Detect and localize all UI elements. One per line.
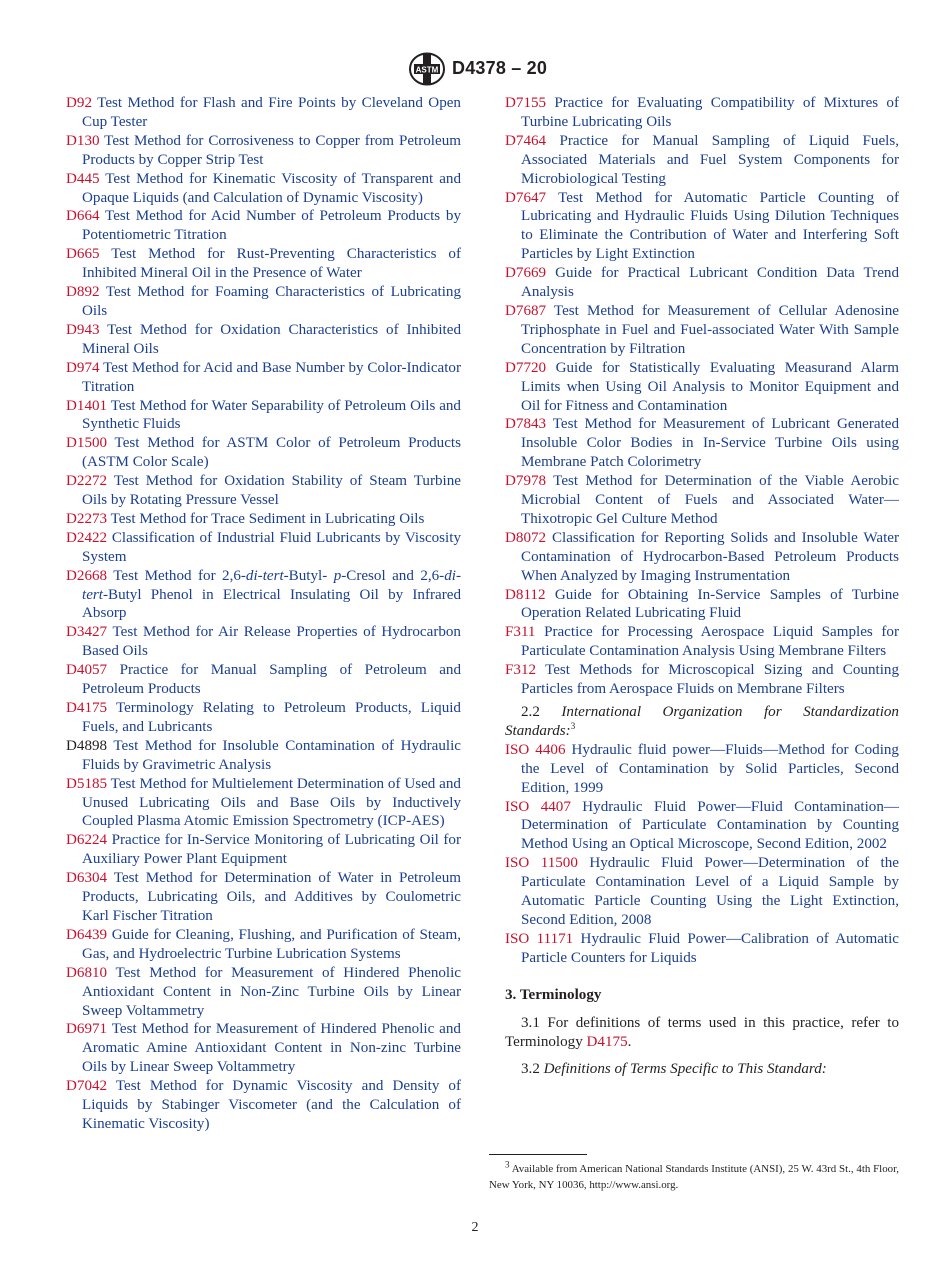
reference-title-link[interactable]: Hydraulic fluid power—Fluids—Method for Coding the Level of Contamination by Solid Particles, Second Edition, 1999 (521, 741, 899, 796)
reference-code-link[interactable]: ISO 4407 (505, 798, 571, 815)
reference-code-link[interactable]: D2422 (66, 529, 108, 546)
reference-code-link[interactable]: F312 (505, 662, 537, 679)
reference-item (66, 964, 461, 1021)
reference-code-link[interactable]: D130 (66, 132, 100, 149)
reference-title-link[interactable]: Test Method for Measurement of Cellular Adenosine Triphosphate in Fuel and Fuel-associated Water With Sample Concentration by Filtration (521, 302, 899, 357)
reference-code-link[interactable]: D664 (66, 208, 100, 225)
reference-item (66, 94, 461, 132)
reference-code-link[interactable]: D2668 (66, 567, 108, 584)
reference-item (66, 510, 461, 529)
reference-item (505, 415, 899, 472)
reference-item (505, 529, 899, 586)
reference-title-link[interactable]: Test Method for Rust-Preventing Characteristics of Inhibited Mineral Oil in the Presence of Water (82, 246, 461, 282)
section-3-heading: 3. Terminology (505, 986, 602, 1003)
reference-title-link[interactable]: Test Method for Corrosiveness to Copper from Petroleum Products by Copper Strip Test (82, 132, 461, 168)
reference-code-link[interactable]: D6810 (66, 964, 108, 981)
reference-title-link[interactable]: Test Method for Automatic Particle Counting of Lubricating and Hydraulic Fluids Using Dilution Techniques to Eliminate the Contribution of Water and Interfering Soft Particles by Light Extinction (521, 189, 899, 263)
title-part: di-tert (245, 567, 284, 584)
reference-title-link[interactable]: Test Method for Air Release Properties of Hydrocarbon Based Oils (82, 624, 461, 660)
reference-title-link[interactable]: Hydraulic Fluid Power—Fluid Contamination—Determination of Particulate Contamination by Counting Method Using an Optical Microscope, Second Edition, 2002 (521, 798, 899, 853)
reference-title-link[interactable]: Test Method for Insoluble Contamination of Hydraulic Fluids by Gravimetric Analysis (82, 737, 461, 773)
reference-item (66, 132, 461, 170)
right-column (505, 94, 899, 1079)
reference-title-link[interactable]: Terminology Relating to Petroleum Products, Liquid Fuels, and Lubricants (82, 700, 461, 735)
reference-item (66, 831, 461, 869)
reference-title-link[interactable]: Hydraulic Fluid Power—Calibration of Automatic Particle Counters for Liquids (521, 930, 899, 966)
reference-item (66, 170, 461, 208)
reference-title-link[interactable]: Test Method for Oxidation Characteristics of Inhibited Mineral Oils (82, 321, 461, 357)
reference-item (66, 699, 461, 737)
reference-title-link[interactable]: Practice for Processing Aerospace Liquid Samples for Particulate Contamination Analysis Using Membrane Filters (521, 624, 899, 660)
reference-title-link[interactable]: Test Method for Kinematic Viscosity of Transparent and Opaque Liquids (and Calculation of Dynamic Viscosity) (82, 170, 461, 206)
reference-title-link[interactable]: Test Method for Determination of Water in Petroleum Products, Lubricating Oils, and Additives by Coulometric Karl Fischer Titration (82, 870, 461, 924)
reference-code-link[interactable]: D5185 (66, 775, 108, 792)
reference-code-link[interactable]: ISO 4406 (505, 741, 566, 758)
paragraph-3-2: 3.2 Definitions of Terms Specific to This Standard: (521, 1061, 827, 1078)
reference-code-link[interactable]: ISO 11171 (505, 930, 574, 947)
reference-item (66, 926, 461, 964)
reference-code-link[interactable]: D8112 (505, 586, 546, 603)
reference-title-link[interactable]: Practice for In-Service Monitoring of Lubricating Oil for Auxiliary Power Plant Equipment (82, 832, 461, 868)
reference-code-link[interactable]: D1500 (66, 435, 108, 452)
reference-title-link[interactable]: Guide for Obtaining In-Service Samples of Turbine Operation Related Lubricating Fluid (521, 586, 899, 622)
reference-code-link[interactable]: D6304 (66, 870, 108, 887)
reference-item (66, 1020, 461, 1077)
reference-code-link[interactable]: D7155 (505, 95, 547, 111)
reference-title-link[interactable]: Test Method for ASTM Color of Petroleum Products (ASTM Color Scale) (82, 435, 461, 471)
link-d4175[interactable]: D4175 (586, 1033, 628, 1050)
reference-title-link[interactable]: Test Method for Measurement of Hindered Phenolic and Aromatic Amine Antioxidant Content in Non-zinc Turbine Oils by Linear Sweep Voltammetry (82, 1021, 461, 1076)
reference-title-link[interactable]: Test Method for Acid Number of Petroleum Products by Potentiometric Titration (82, 208, 461, 244)
reference-title-link[interactable] (82, 568, 461, 622)
title-part: -Butyl- (283, 567, 334, 584)
reference-title-link[interactable]: Practice for Evaluating Compatibility of Mixtures of Turbine Lubricating Oils (521, 95, 899, 130)
paragraph-3-1: 3.1 For definitions of terms used in this practice, refer to Terminology D4175. (505, 1014, 899, 1050)
reference-code-link[interactable]: D4175 (66, 700, 108, 716)
reference-title-link[interactable]: Hydraulic Fluid Power—Determination of the Particulate Contamination Level of a Liquid Sample by Automatic Particle Counting Using the Light Extinction, Second Edition, 2008 (521, 855, 899, 928)
reference-title-link[interactable]: Classification of Industrial Fluid Lubricants by Viscosity System (82, 529, 461, 565)
reference-item (66, 661, 461, 699)
reference-item (66, 359, 461, 397)
reference-code-link[interactable]: D4057 (66, 662, 108, 679)
reference-item (66, 737, 461, 775)
page-header (0, 52, 950, 86)
reference-title-link[interactable]: Classification for Reporting Solids and Insoluble Water Contamination of Hydrocarbon-Based Petroleum Products When Analyzed by Imaging Instrumentation (521, 529, 899, 584)
reference-item (66, 529, 461, 567)
reference-title-link[interactable]: Test Method for Multielement Determination of Used and Unused Lubricating Oils and Base Oils by Inductively Coupled Plasma Atomic Emission Spectrometry (ICP-AES) (82, 775, 461, 830)
title-part: Test Method for 2,6- (113, 567, 246, 584)
reference-code-link[interactable]: D92 (66, 95, 92, 111)
reference-code-link[interactable]: D2272 (66, 473, 108, 490)
reference-item (66, 397, 461, 435)
reference-item (505, 661, 899, 699)
reference-title-link[interactable]: Practice for Manual Sampling of Petroleum and Petroleum Products (82, 662, 461, 698)
reference-code-link[interactable]: D6971 (66, 1021, 108, 1038)
reference-title-link[interactable]: Guide for Cleaning, Flushing, and Purification of Steam, Gas, and Hydroelectric Turbine Lubrication Systems (82, 926, 461, 962)
reference-code-link[interactable]: D3427 (66, 624, 108, 641)
reference-item (66, 472, 461, 510)
reference-item (66, 623, 461, 661)
reference-code-link[interactable]: D7647 (505, 189, 547, 206)
reference-title-link[interactable]: Test Method for Determination of the Viable Aerobic Microbial Content of Fuels and Associated Water—Thixotropic Gel Culture Method (521, 473, 899, 527)
reference-title-link[interactable]: Test Method for Flash and Fire Points by Cleveland Open Cup Tester (82, 95, 461, 130)
astm-logo (408, 52, 446, 86)
reference-code-link[interactable]: D665 (66, 246, 100, 263)
reference-title-link[interactable]: Test Method for Water Separability of Petroleum Oils and Synthetic Fluids (82, 397, 461, 433)
left-column (66, 94, 461, 1134)
reference-code-link[interactable]: D7042 (66, 1078, 108, 1095)
reference-code-link[interactable]: D7843 (505, 416, 547, 433)
title-part: -Cresol and 2,6- (341, 567, 445, 584)
reference-code-link[interactable]: D8072 (505, 529, 547, 546)
section-2-2-title: International Organization for Standardization Standards: (505, 704, 899, 739)
reference-title-link[interactable]: Test Method for Trace Sediment in Lubricating Oils (110, 510, 425, 527)
page-number: 2 (471, 1220, 479, 1235)
reference-item (66, 321, 461, 359)
reference-item (66, 207, 461, 245)
reference-code-link[interactable]: D445 (66, 170, 100, 187)
reference-code-link[interactable]: ISO 11500 (505, 855, 578, 872)
standard-designation: D4378 – 20 (452, 58, 548, 78)
reference-item (505, 359, 899, 416)
iso-reference-list (505, 741, 899, 968)
reference-item (66, 869, 461, 926)
reference-code-link[interactable]: D7720 (505, 359, 547, 376)
reference-code-link[interactable]: D7687 (505, 302, 547, 319)
reference-code-link[interactable]: D6439 (66, 926, 108, 943)
reference-title-link[interactable]: Test Methods for Microscopical Sizing and Counting Particles from Aerospace Fluids on Membrane Filters (521, 662, 899, 698)
reference-code-link[interactable]: D7464 (505, 132, 547, 149)
reference-item (505, 302, 899, 359)
reference-item (505, 189, 899, 265)
reference-item (66, 567, 461, 624)
reference-code-link[interactable]: D892 (66, 284, 100, 301)
reference-item (505, 132, 899, 189)
reference-item (505, 623, 899, 661)
reference-item (505, 741, 899, 798)
astm-reference-list (505, 94, 899, 699)
reference-code-link[interactable]: F311 (505, 624, 536, 641)
reference-item (505, 586, 899, 624)
reference-title-link[interactable]: Test Method for Oxidation Stability of Steam Turbine Oils by Rotating Pressure Vessel (82, 473, 461, 509)
reference-code-link[interactable]: D6224 (66, 832, 108, 849)
reference-code-link[interactable]: D2273 (66, 510, 108, 527)
reference-title-link[interactable]: Guide for Statistically Evaluating Measurand Alarm Limits when Using Oil Analysis to Monitor Equipment and Oil for Fitness and Contamination (521, 359, 899, 414)
reference-title-link[interactable]: Test Method for Dynamic Viscosity and Density of Liquids by Stabinger Viscometer (and the Calculation of Kinematic Viscosity) (82, 1078, 461, 1132)
reference-title-link[interactable]: Test Method for Foaming Characteristics of Lubricating Oils (82, 284, 461, 319)
footnote-ref-3[interactable]: 3 (570, 720, 576, 731)
footnote-divider (489, 1154, 587, 1155)
reference-item (505, 798, 899, 855)
svg-text:ASTM: ASTM (415, 65, 439, 75)
title-part: di-tert (82, 567, 461, 603)
reference-title-link[interactable]: Practice for Manual Sampling of Liquid Fuels, Associated Materials and Fuel System Components for Microbiological Testing (521, 132, 899, 187)
reference-item (505, 94, 899, 132)
reference-title-link[interactable]: Guide for Practical Lubricant Condition Data Trend Analysis (521, 265, 899, 301)
reference-code-link[interactable]: D4898 (66, 737, 108, 754)
reference-title-link[interactable]: Test Method for Acid and Base Number by Color-Indicator Titration (82, 359, 461, 395)
reference-item (505, 930, 899, 968)
reference-item (66, 434, 461, 472)
reference-code-link[interactable]: D974 (66, 359, 100, 376)
reference-item (66, 283, 461, 321)
reference-item (66, 775, 461, 832)
reference-title-link[interactable]: Test Method for Measurement of Lubricant Generated Insoluble Color Bodies in In-Service Turbine Oils using Membrane Patch Colorimetry (521, 416, 899, 471)
reference-item (505, 472, 899, 529)
reference-item (505, 264, 899, 302)
title-part: -Butyl Phenol in Electrical Insulating Oil by Infrared Absorp (82, 586, 461, 622)
reference-title-link[interactable]: Test Method for Measurement of Hindered Phenolic Antioxidant Content in Non-Zinc Turbine Oils by Linear Sweep Voltammetry (82, 964, 461, 1019)
footnote-3: $^3$ Available from American National Standards Institute (ANSI), 25 W. 43rd St., 4th Floor, New York, NY 10036, http://www.ansi.org. (489, 1159, 899, 1191)
reference-code-link[interactable]: D1401 (66, 397, 108, 414)
reference-code-link[interactable]: D943 (66, 321, 100, 338)
reference-item (505, 854, 899, 930)
reference-item (66, 245, 461, 283)
title-part: p (333, 567, 342, 584)
reference-code-link[interactable]: D7669 (505, 265, 547, 282)
section-2-2: 2.2 International Organization for Standardization Standards:$^3$ (505, 704, 899, 739)
reference-code-link[interactable]: D7978 (505, 473, 547, 490)
reference-item (66, 1077, 461, 1134)
